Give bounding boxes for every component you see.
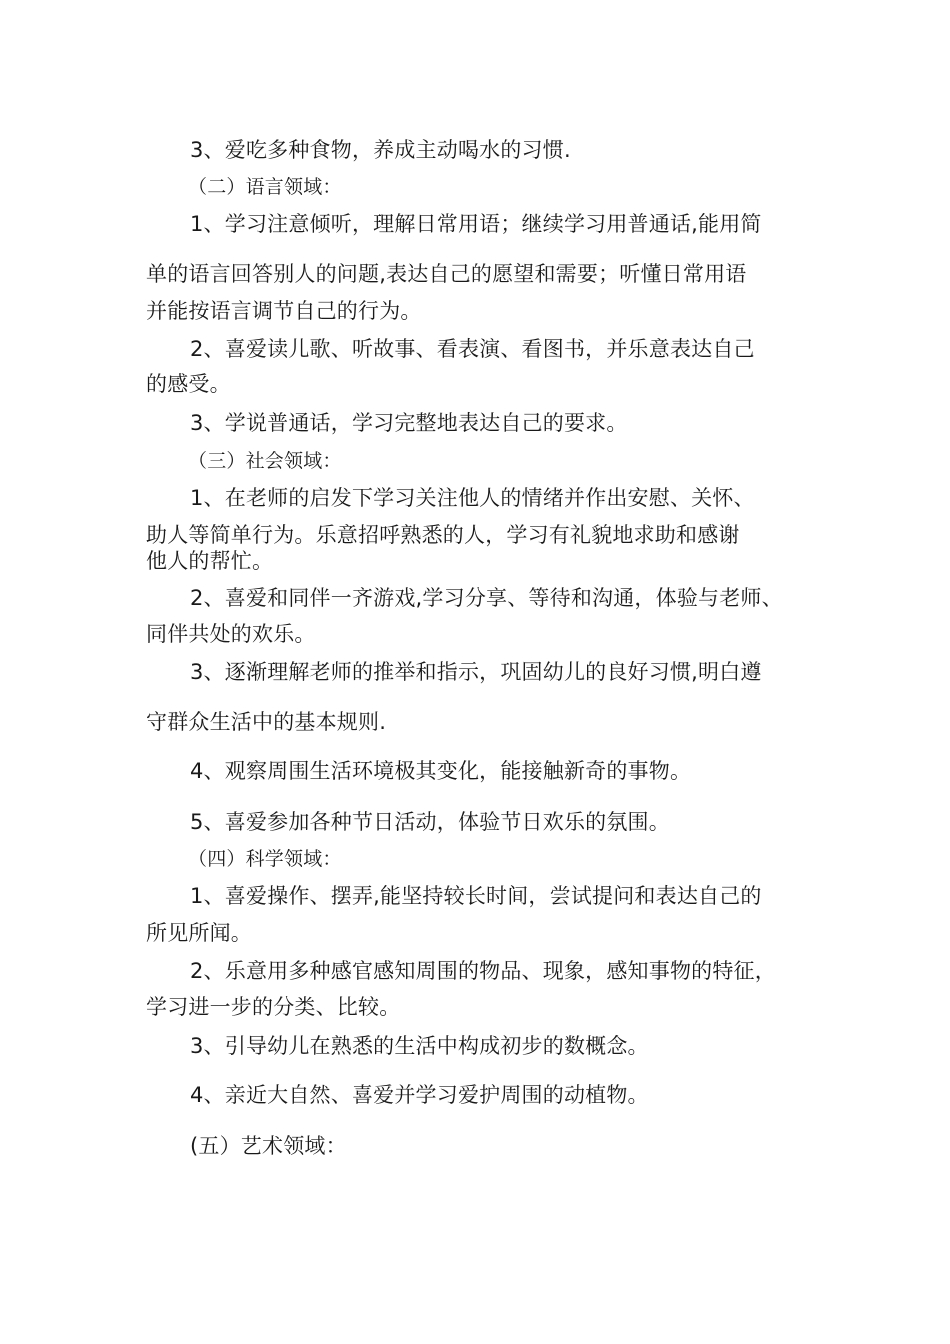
text-line: 3、爱吃多种食物，养成主动喝水的习惯. xyxy=(190,138,571,162)
section-heading-social: （三）社会领域： xyxy=(188,450,342,472)
text-line: 5、喜爱参加各种节日活动，体验节日欢乐的氛围。 xyxy=(190,810,670,834)
text-line: 1、学习注意倾听，理解日常用语；继续学习用普通话,能用简 xyxy=(190,212,762,236)
text-line: 2、喜爱和同伴一齐游戏,学习分享、等待和沟通，体验与老师、 xyxy=(190,586,783,610)
text-line: 并能按语言调节自己的行为。 xyxy=(146,299,422,323)
text-line: 2、喜爱读儿歌、听故事、看表演、看图书，并乐意表达自己 xyxy=(190,337,755,361)
text-line: 助人等简单行为。乐意招呼熟悉的人，学习有礼貌地求助和感谢 xyxy=(146,523,740,547)
text-line: 1、喜爱操作、摆弄,能坚持较长时间，尝试提问和表达自己的 xyxy=(190,884,762,908)
text-line: 单的语言回答别人的问题,表达自己的愿望和需要；听懂日常用语 xyxy=(146,262,747,286)
text-line: 3、学说普通话，学习完整地表达自己的要求。 xyxy=(190,411,628,435)
text-line: 守群众生活中的基本规则. xyxy=(146,710,387,734)
text-line: 2、乐意用多种感官感知周围的物品、现象，感知事物的特征， xyxy=(190,959,776,983)
text-line: 学习进一步的分类、比较。 xyxy=(146,995,401,1019)
text-line: 4、观察周围生活环境极其变化，能接触新奇的事物。 xyxy=(190,759,692,783)
section-heading-art: (五）艺术领域： xyxy=(190,1134,347,1158)
text-line: 1、在老师的启发下学习关注他人的情绪并作出安慰、关怀、 xyxy=(190,486,755,510)
text-line: 的感受。 xyxy=(146,372,231,396)
text-line: 同伴共处的欢乐。 xyxy=(146,622,316,646)
text-line: 4、亲近大自然、喜爱并学习爱护周围的动植物。 xyxy=(190,1083,649,1107)
text-line: 3、逐渐理解老师的推举和指示，巩固幼儿的良好习惯,明白遵 xyxy=(190,660,762,684)
section-heading-language: （二）语言领域： xyxy=(188,176,342,198)
text-line: 他人的帮忙。 xyxy=(146,549,274,573)
section-heading-science: （四）科学领域： xyxy=(188,848,342,870)
text-line: 所见所闻。 xyxy=(146,921,252,945)
text-line: 3、引导幼儿在熟悉的生活中构成初步的数概念。 xyxy=(190,1034,649,1058)
